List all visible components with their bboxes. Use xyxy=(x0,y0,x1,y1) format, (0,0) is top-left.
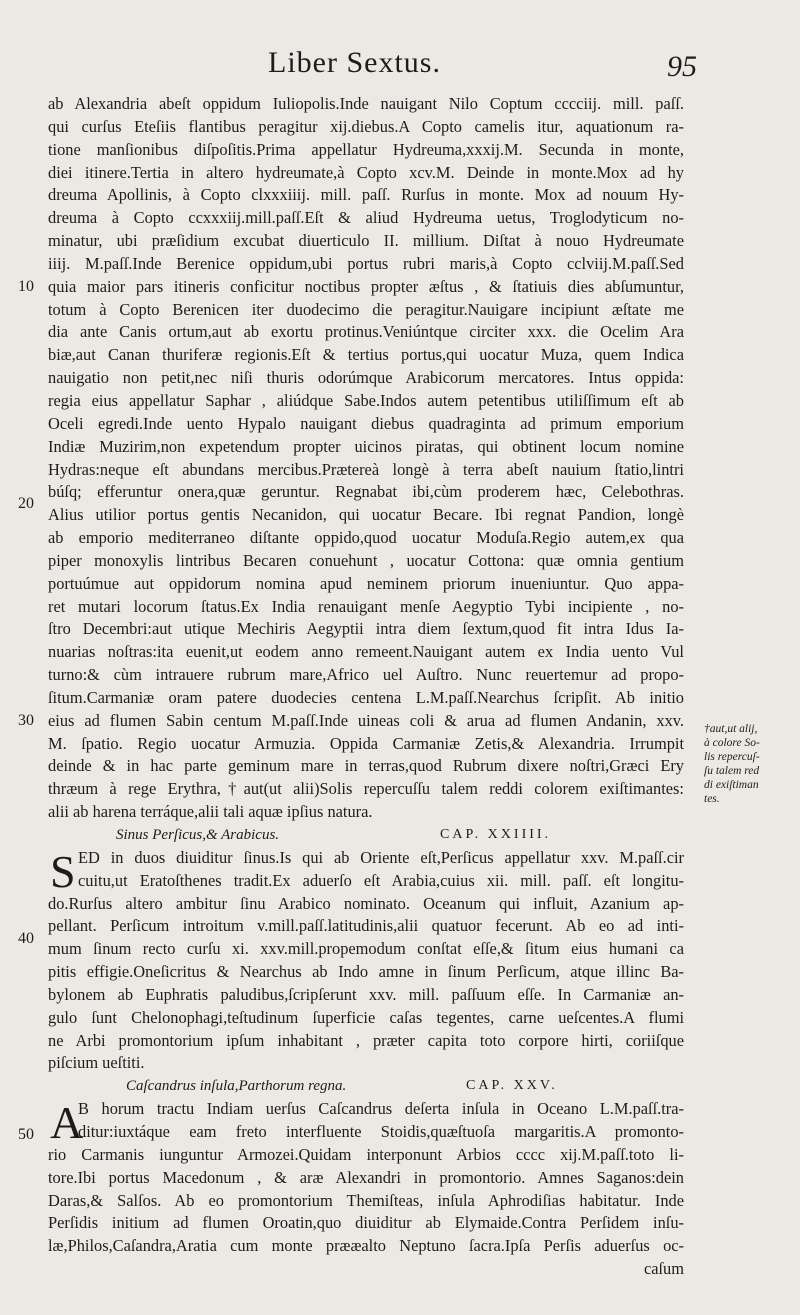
text-line: totum à Copto Berenicen iter duodecimo die peragitur.Nauigare incipiunt æſtate me xyxy=(48,299,684,319)
text-line: ab emporio mediterraneo diſtante oppido,quod uocatur Moduſa.Regio autem,ex qua xyxy=(48,528,684,548)
text-line: pitis effigie.Oneſicritus & Nearchus ab Indo amne in ſinum Perſicum, atque illinc Ba- xyxy=(48,962,684,982)
text-line: minatur, ubi præſidium excubat diuerticulo II. millium. Diſtat à nouo Hydreumate xyxy=(48,231,684,251)
margin-note-line: à colore So- xyxy=(704,737,760,749)
text-line: Hydras:neque eſt abundans mercibus.Prætereà longè à terra abeſt nauium ſtatio,lintri xyxy=(48,459,684,479)
margin-note-line: di exiſtiman xyxy=(704,779,759,791)
margin-note xyxy=(704,722,774,806)
text-line: ret mutari locorum ſtatus.Ex India renauigant menſe Aegyptio Tybi incipiente , no- xyxy=(48,596,684,616)
margin-note-line: lis repercuſ- xyxy=(704,751,760,763)
text-line: Indiæ Muzirim,non expetendum propter uicinos piratas, qui obtinent locum nomine xyxy=(48,436,684,456)
text-line: do.Rurſus altero ambitur ſinu Arabico nominato. Oceanum qui influit, Azanium ap- xyxy=(48,893,684,913)
chapter-paragraph xyxy=(48,847,684,1075)
text-line: thræum à rege Erythra,†aut(ut alii)Solis repercuſſu talem reddi colorem exiſtimantes: xyxy=(48,779,684,799)
text-line: dreuma Apollinis, à Copto clxxxiiij. mill. paſſ. Rurſus in monte. Mox ad nouum Hy- xyxy=(48,185,684,205)
text-line: diei itinere.Tertia in altero hydreumate,à Copto xcv.M. Deinde in monte.Mox ad hy xyxy=(48,162,684,182)
text-line: portuúmue aut oppidorum nomina apud neminem priorum inueniuntur. Quo appa- xyxy=(48,573,684,593)
text-line: ED in duos diuiditur ſinus.Is qui ab Oriente eſt,Perſicus appellatur xxv. M.paſſ.cir xyxy=(78,847,684,867)
text-line: piſcium ueſtiti. xyxy=(48,1053,145,1073)
text-line: ditur:iuxtáque eam freto interfluente Stoidis,quæſtuoſa margaritis.A promonto- xyxy=(78,1121,684,1141)
text-line: alii ab harena terráque,alii tali aquæ ipſius natura. xyxy=(48,802,373,822)
text-line: læ,Philos,Caſandra,Aratia cum monte prææalto Neptuno ſacra.Ipſa Perſis aduerſus oc- xyxy=(48,1236,684,1256)
text-line: Ocelі egredi.Inde uento Hypalo nauigant diebus quadraginta ad primum emporium xyxy=(48,413,684,433)
text-line: iiij. M.paſſ.Inde Berenice oppidum,ubi portus rubri maris,à Copto cclviij.M.paſſ.Sed xyxy=(48,253,684,273)
text-line: mum ſinum recto curſu xi. xxv.mill.propemodum conſtat eſſe,& ſitum eius humani ca xyxy=(48,939,684,959)
margin-note-line: †aut,ut alij, xyxy=(704,723,758,735)
text-line: búſq; efferuntur onera,quæ geruntur. Regnabat ibi,cùm proderem hæc, Celebothras. xyxy=(48,482,684,502)
chapter-number: CAP. XXIIII. xyxy=(440,827,552,842)
text-line: M. ſpatio. Regio uocatur Armuzia. Oppida Carmaniæ Zetis,& Alexandria. Irrumpit xyxy=(48,733,684,753)
chapter-title: Sinus Perſicus,& Arabicus. xyxy=(116,827,280,843)
drop-cap: S xyxy=(50,845,76,897)
line-number: 50 xyxy=(18,1126,34,1143)
running-title: Liber Sextus. xyxy=(268,46,441,79)
chapter-heading xyxy=(48,824,684,847)
text-line: regia eius appellatur Saphar , aliúdque Sabe.Indos autem petentibus utiliſſimum eſt ab xyxy=(48,390,684,410)
margin-note-line: ſu talem red xyxy=(704,765,760,777)
text-line: ſtro Decembri:aut utique Mechiris Aegyptii intra diem ſextum,quod fit intra Idus Ia- xyxy=(48,619,684,639)
text-line: pellant. Perſicum introitum v.mill.paſſ.latitudinis,alii quatuor fecerunt. Ab eo ad inti- xyxy=(48,916,684,936)
paragraph-block1 xyxy=(48,93,684,824)
main-text-block xyxy=(48,93,684,1281)
chapter-number: CAP. XXV. xyxy=(466,1078,558,1094)
text-line: biæ,aut Canan thuriferæ regionis.Eſt & tertius portus,qui uocatur Muza, quem Indica xyxy=(48,345,684,365)
text-line: dia ante Canis ortum,aut ab exortu protinus.Veniúntque circiter xxx. die Ocelim Ara xyxy=(48,322,684,342)
text-line: B horum tractu Indiam uerſus Caſcandrus deſerta inſula in Oceano L.M.paſſ.tra- xyxy=(78,1099,684,1119)
page-header xyxy=(0,46,800,86)
drop-cap: A xyxy=(50,1097,84,1149)
text-line: qui curſus Eteſiis flantibus peragitur xij.diebus.A Copto camelis itur, aquationum ra- xyxy=(48,116,684,136)
chapter-paragraph xyxy=(48,1098,684,1281)
text-line: gulo ſunt Chelonophagi,teſtudinum ſuperficie caſas tegentes, carne ueſcentes.A flumi xyxy=(48,1007,684,1027)
text-line: Perſidis initium ad flumen Oroatin,quo diuiditur ab Elymaide.Contra Perſidem inſu- xyxy=(48,1213,684,1233)
text-line: nauigatio non petit,nec niſi thuris odorúmque Arabicorum mercatores. Intus oppida: xyxy=(48,368,684,388)
text-line: cuitu,ut Eratoſthenes tradit.Ex aduerſo eſt Arabia,cuius xii. mill. paſſ. eſt longitu- xyxy=(78,870,684,890)
line-number: 20 xyxy=(18,495,34,512)
text-line: rio Carmanis iunguntur Armozei.Quidam interponunt Arbios cccc xij.M.paſſ.toto li- xyxy=(48,1144,684,1164)
text-line: tione manſionibus diſpoſitis.Prima appellatur Hydreuma,xxxij.M. Secunda in monte, xyxy=(48,139,684,159)
line-number: 30 xyxy=(18,712,34,729)
chapter-title: Caſcandrus inſula,Parthorum regna. xyxy=(126,1078,347,1095)
line-number: 40 xyxy=(18,930,34,947)
text-line: ſitum.Carmaniæ oram patere duodecies centena L.M.paſſ.Nearchus ſcripſit. Ab initio xyxy=(48,687,684,707)
text-line: nuarias noſtras:ita euenit,ut eodem anno remeent.Nauigant autem ex India uento Vul xyxy=(48,642,684,662)
text-line: piper monoxylis lintribus Becaren conuehunt , uocatur Cottona: quæ omnia gentium xyxy=(48,550,684,570)
text-line: dreuma à Copto ccxxxiij.mill.paſſ.Eſt & aliud Hydreuma uetus, Troglodyticum no- xyxy=(48,208,684,228)
text-line: caſum xyxy=(643,1259,684,1279)
text-line: Daras,& Salſos. Ab eo promontorium Themiſteas, inſula Aphrodiſias habitatur. Inde xyxy=(48,1190,684,1210)
text-line: quia maior pars itineris conficitur noctibus propter æſtus , & ſtatiuis dies abſumuntur, xyxy=(48,276,684,296)
page-number: 95 xyxy=(667,50,697,83)
line-number: 10 xyxy=(18,278,34,295)
text-line: eius ad flumen Sabin centum M.paſſ.Inde uineas coli & arua ad flumen Andanin, xxv. xyxy=(48,710,684,730)
text-line: Alius utilior portus gentis Necanidon, qui uocatur Becare. Ibi regnat Pandion, longè xyxy=(48,505,684,525)
text-line: ne Arbi promontorium ipſum inhabitant , præter capita toto corpore hirti, coriiſque xyxy=(48,1030,684,1050)
margin-note-line: tes. xyxy=(704,793,720,805)
text-line: deinde & in hac parte geminum mare in terras,quod Rubrum dixere noſtri,Græci Ery xyxy=(48,756,684,776)
chapter-heading xyxy=(48,1075,684,1098)
text-line: turno:& cùm intrauere rubrum mare,Africo uel Auſtro. Nunc reuertemur ad propo- xyxy=(48,665,684,685)
text-line: tore.Ibi portus Macedonum , & aræ Alexandri in promontorio. Amnes Saganos:dein xyxy=(48,1167,684,1187)
text-line: bylonem ab Euphratis paludibus,ſcripſerunt xxv. mill. paſſuum eſſe. In Carmaniæ an- xyxy=(48,984,684,1004)
text-line: ab Alexandria abeſt oppidum Iuliopolis.Inde nauigant Nilo Coptum cccciij. mill. paſſ. xyxy=(48,94,684,113)
